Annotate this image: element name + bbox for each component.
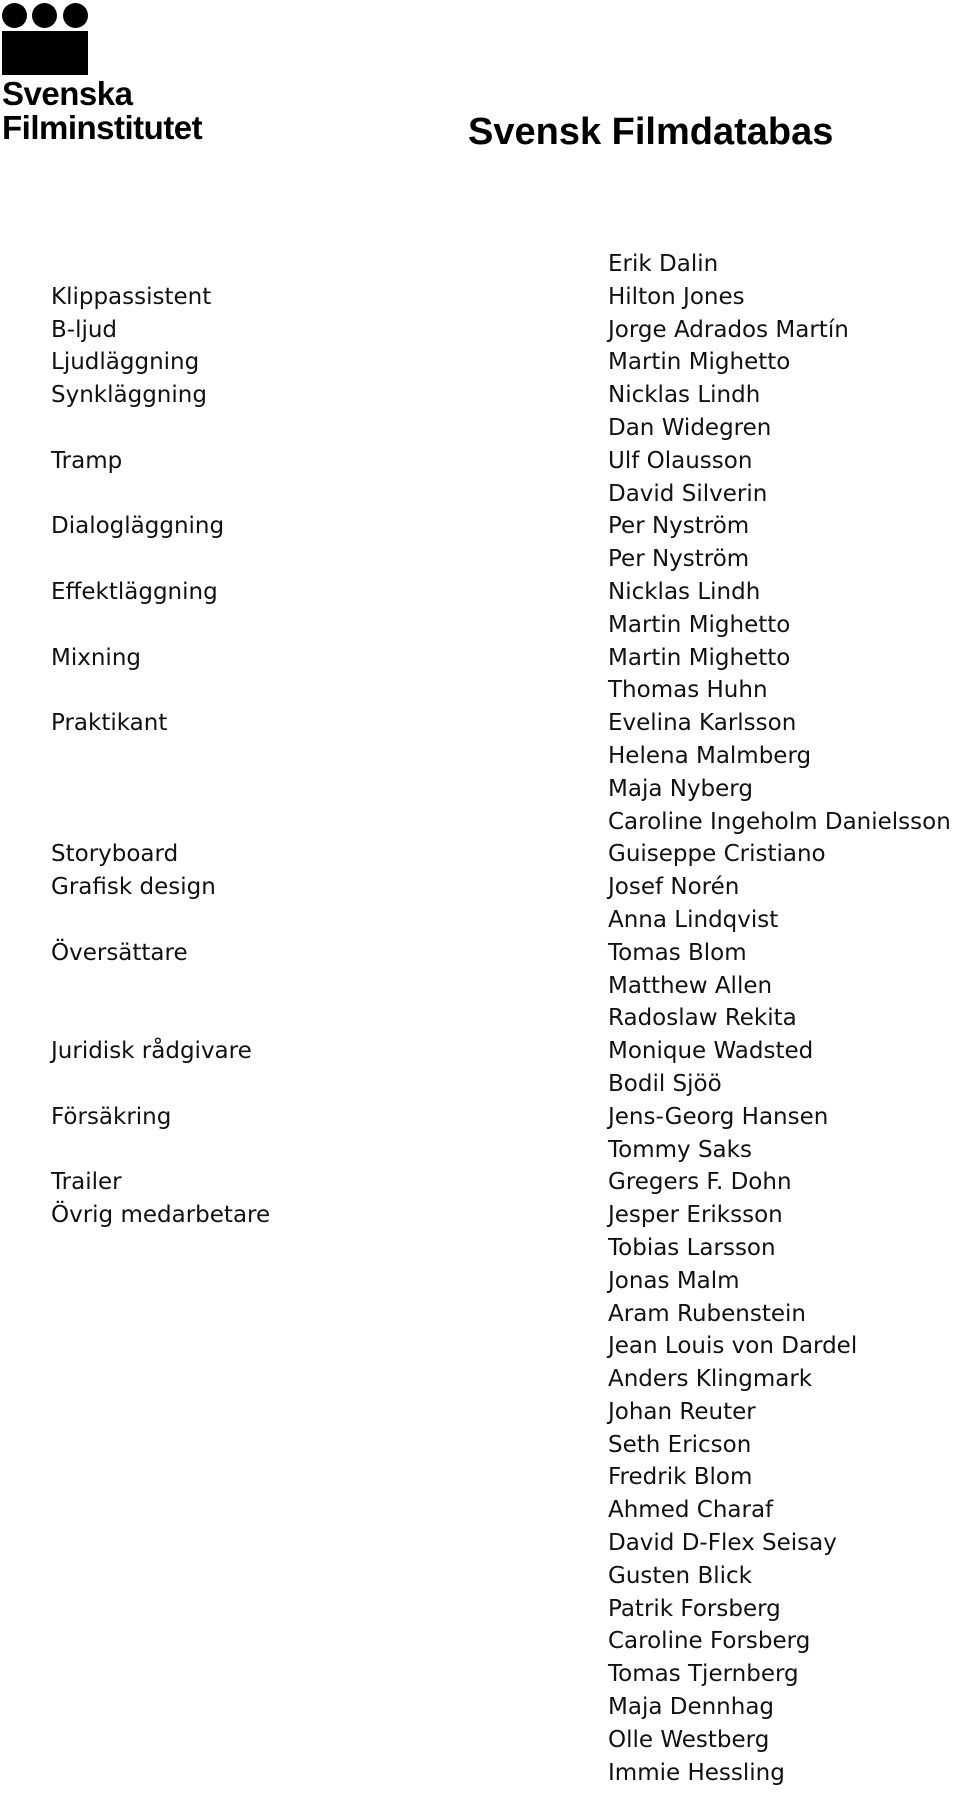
credit-name: Per Nyström — [608, 546, 750, 573]
credit-role: Mixning — [51, 644, 141, 671]
credit-role — [51, 904, 270, 937]
svenska-filminstitutet-logo — [2, 3, 242, 153]
credit-role — [51, 806, 270, 839]
credit-name: Monique Wadsted — [608, 1038, 814, 1065]
credit-name: Tobias Larsson — [608, 1234, 776, 1261]
credit-name: Dan Widegren — [608, 414, 772, 441]
credit-name: Ulf Olausson — [608, 447, 753, 474]
credit-name: Erik Dalin — [608, 251, 719, 277]
credit-role: Ljudläggning — [51, 349, 200, 376]
credit-name: Anna Lindqvist — [608, 906, 779, 933]
roles-column — [51, 248, 270, 1232]
credit-name: David D-Flex Seisay — [608, 1530, 837, 1557]
credit-role: Trailer — [51, 1169, 122, 1196]
credit-role: Effektläggning — [51, 578, 218, 605]
credit-name: Guiseppe Cristiano — [608, 841, 826, 868]
credit-role: Tramp — [51, 447, 123, 474]
credit-role: Grafisk design — [51, 874, 216, 901]
logo-line-2: Filminstitutet — [2, 109, 203, 146]
logo-square-icon — [2, 31, 88, 75]
credit-role: Storyboard — [51, 841, 179, 868]
credit-name: Immie Hessling — [608, 1759, 785, 1786]
credit-role — [51, 609, 270, 642]
credit-name: Fredrik Blom — [608, 1464, 753, 1491]
credit-name: Gusten Blick — [608, 1562, 752, 1589]
credit-name: Helena Malmberg — [608, 742, 812, 769]
credit-role — [51, 740, 270, 773]
credit-role: Försäkring — [51, 1103, 172, 1130]
credit-name: Per Nyström — [608, 513, 750, 540]
credit-name: Tomas Tjernberg — [608, 1661, 799, 1688]
credit-role — [51, 970, 270, 1003]
credit-name: Radoslaw Rekita — [608, 1005, 797, 1032]
page-title: Svensk Filmdatabas — [468, 111, 834, 153]
credit-role: Juridisk rådgivare — [51, 1038, 252, 1065]
credit-role — [51, 773, 270, 806]
credit-name: Anders Klingmark — [608, 1366, 813, 1393]
credit-role — [51, 1134, 270, 1167]
credit-name: David Silverin — [608, 480, 768, 507]
logo-line-1: Svenska — [2, 75, 133, 112]
credit-name: Martin Mighetto — [608, 349, 791, 376]
credit-name: Jean Louis von Dardel — [608, 1333, 858, 1360]
credit-name: Ahmed Charaf — [608, 1497, 774, 1524]
credit-role: Övrig medarbetare — [51, 1202, 271, 1229]
logo-wordmark — [2, 77, 202, 145]
credit-role — [51, 1068, 270, 1101]
credit-name: Johan Reuter — [608, 1398, 756, 1425]
credit-role: B-ljud — [51, 316, 118, 343]
credit-role: Dialogläggning — [51, 513, 225, 540]
credit-name: Martin Mighetto — [608, 611, 791, 638]
credit-role — [51, 412, 270, 445]
credit-name: Matthew Allen — [608, 972, 773, 999]
credit-name: Jens-Georg Hansen — [608, 1103, 829, 1130]
credit-role — [51, 248, 270, 281]
credit-name: Olle Westberg — [608, 1726, 770, 1753]
credit-name: Thomas Huhn — [608, 677, 768, 704]
credit-name: Caroline Ingeholm Danielsson — [608, 808, 951, 835]
credit-name: Aram Rubenstein — [608, 1300, 806, 1327]
credit-name: Caroline Forsberg — [608, 1628, 811, 1655]
credit-name: Jorge Adrados Martín — [608, 316, 849, 343]
credit-name: Tomas Blom — [608, 939, 747, 966]
credit-role: Synkläggning — [51, 382, 207, 409]
credit-name: Nicklas Lindh — [608, 382, 761, 409]
names-column — [608, 248, 951, 1789]
credit-role: Översättare — [51, 939, 188, 966]
credit-role — [51, 674, 270, 707]
credit-name: Josef Norén — [608, 874, 740, 901]
credit-role: Praktikant — [51, 710, 168, 737]
credit-name: Maja Nyberg — [608, 775, 753, 802]
credit-name: Evelina Karlsson — [608, 710, 797, 737]
credit-name: Martin Mighetto — [608, 644, 791, 671]
credit-name: Maja Dennhag — [608, 1694, 775, 1721]
credit-name: Seth Ericson — [608, 1431, 752, 1458]
credit-name: Nicklas Lindh — [608, 578, 761, 605]
credit-name: Jesper Eriksson — [608, 1202, 783, 1229]
credit-name: Patrik Forsberg — [608, 1595, 781, 1622]
credit-role — [51, 478, 270, 511]
credit-name: Gregers F. Dohn — [608, 1169, 792, 1196]
credit-name: Tommy Saks — [608, 1136, 752, 1163]
credit-name: Hilton Jones — [608, 283, 745, 310]
credit-role — [51, 1002, 270, 1035]
credit-name: Jonas Malm — [608, 1267, 740, 1294]
credit-role: Klippassistent — [51, 283, 212, 310]
credit-name: Bodil Sjöö — [608, 1070, 722, 1097]
credit-role — [51, 543, 270, 576]
